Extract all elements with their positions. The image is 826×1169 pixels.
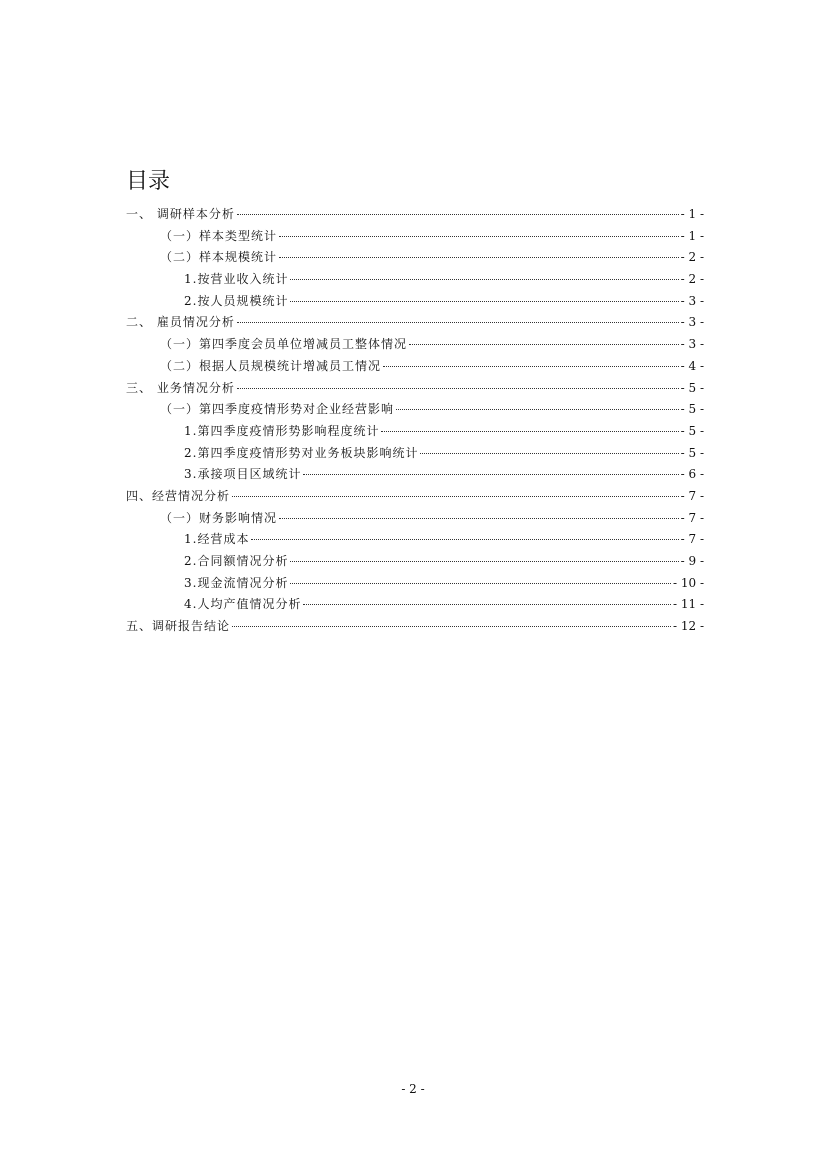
toc-entry[interactable] (126, 334, 704, 356)
toc-title: 目录 (126, 169, 171, 194)
toc-dot-leader (420, 453, 678, 454)
toc-entry-page: - 5 - (680, 402, 704, 417)
toc-entry-title: （二）根据人员规模统计增减员工情况 (160, 358, 382, 373)
toc-entry[interactable] (126, 226, 704, 248)
toc-entry[interactable] (126, 204, 704, 226)
toc-entry[interactable] (126, 312, 704, 334)
toc-entry-page: - 6 - (680, 467, 704, 482)
toc-dot-leader (232, 626, 671, 627)
toc-entry-title: 一、 调研样本分析 (126, 207, 235, 221)
toc-entry-page: - 7 - (680, 532, 704, 547)
toc-entry-title: （一）样本类型统计 (160, 228, 278, 243)
toc-entry-page: - 7 - (680, 510, 704, 525)
toc-dot-leader (237, 388, 679, 389)
toc-entry-page: - 7 - (680, 488, 704, 503)
toc-entry[interactable] (126, 464, 704, 486)
toc-entry[interactable] (126, 291, 704, 313)
toc-entry-title: （一）第四季度疫情形势对企业经营影响 (160, 402, 395, 417)
toc-entry-page: - 9 - (680, 554, 704, 568)
toc-dot-leader (290, 301, 678, 302)
toc-entry-page: - 1 - (680, 228, 704, 243)
toc-dot-leader (279, 236, 679, 237)
toc-entry[interactable] (126, 269, 704, 291)
toc-entry-page: - 12 - (672, 619, 704, 634)
toc-dot-leader (237, 214, 679, 215)
toc-entry[interactable] (126, 356, 704, 378)
toc-entry-page: - 3 - (680, 315, 704, 330)
toc-entry-page: - 2 - (680, 272, 704, 287)
toc-entry-title: （一）第四季度会员单位增减员工整体情况 (160, 337, 408, 352)
toc-entry-title: 1.第四季度疫情形势影响程度统计 (184, 423, 380, 438)
toc-dot-leader (279, 518, 679, 519)
toc-entry-title: 二、 雇员情况分析 (126, 315, 235, 330)
toc-entry-page: - 5 - (680, 423, 704, 438)
toc-dot-leader (381, 431, 678, 432)
toc-entry[interactable] (126, 508, 704, 530)
toc-entry-title: 4.人均产值情况分析 (184, 597, 302, 612)
toc-entry-page: - 4 - (680, 358, 704, 373)
toc-entry[interactable] (126, 616, 704, 638)
toc-dot-leader (279, 257, 679, 258)
toc-entry-title: 三、 业务情况分析 (126, 380, 235, 395)
toc-entry-page: - 10 - (672, 575, 704, 590)
toc-entry[interactable] (126, 399, 704, 421)
toc-entry[interactable] (126, 573, 704, 595)
toc-entry-title: 2.第四季度疫情形势对业务板块影响统计 (184, 445, 419, 460)
toc-entry[interactable] (126, 594, 704, 616)
toc-entry[interactable] (126, 551, 704, 573)
toc-entry-page: - 3 - (680, 293, 704, 308)
toc-entry-title: （一）财务影响情况 (160, 510, 278, 525)
toc-entry-title: 2.按人员规模统计 (184, 293, 289, 308)
toc-entry[interactable] (126, 529, 704, 551)
toc-dot-leader (303, 604, 671, 605)
toc-dot-leader (396, 409, 679, 410)
toc-entry-title: 1.按营业收入统计 (184, 272, 289, 287)
toc-dot-leader (290, 279, 678, 280)
toc-entry[interactable] (126, 443, 704, 465)
toc-entry[interactable] (126, 378, 704, 400)
toc-dot-leader (303, 474, 678, 475)
toc-entry-title: 3.承接项目区域统计 (184, 467, 302, 482)
toc-dot-leader (290, 583, 671, 584)
toc-entry[interactable] (126, 247, 704, 269)
toc-entry-title: 2.合同额情况分析 (184, 554, 289, 568)
toc-entry-page: - 3 - (680, 337, 704, 352)
toc-entry-page: - 5 - (680, 445, 704, 460)
toc-entry[interactable] (126, 421, 704, 443)
toc-entry[interactable] (126, 486, 704, 508)
page-number: - 2 - (401, 1082, 425, 1096)
toc-entry-title: 3.现金流情况分析 (184, 575, 289, 590)
table-of-contents (126, 204, 704, 638)
toc-dot-leader (290, 561, 678, 562)
toc-dot-leader (251, 539, 678, 540)
toc-entry-page: - 1 - (680, 207, 704, 221)
toc-dot-leader (383, 366, 679, 367)
toc-entry-page: - 5 - (680, 380, 704, 395)
toc-entry-title: 1.经营成本 (184, 532, 250, 547)
toc-dot-leader (237, 322, 679, 323)
toc-entry-page: - 2 - (680, 250, 704, 265)
toc-entry-title: 五、调研报告结论 (126, 619, 231, 634)
toc-dot-leader (409, 344, 679, 345)
toc-entry-title: 四、经营情况分析 (126, 488, 231, 503)
toc-entry-title: （二）样本规模统计 (160, 250, 278, 265)
toc-dot-leader (232, 496, 679, 497)
toc-entry-page: - 11 - (672, 597, 704, 612)
